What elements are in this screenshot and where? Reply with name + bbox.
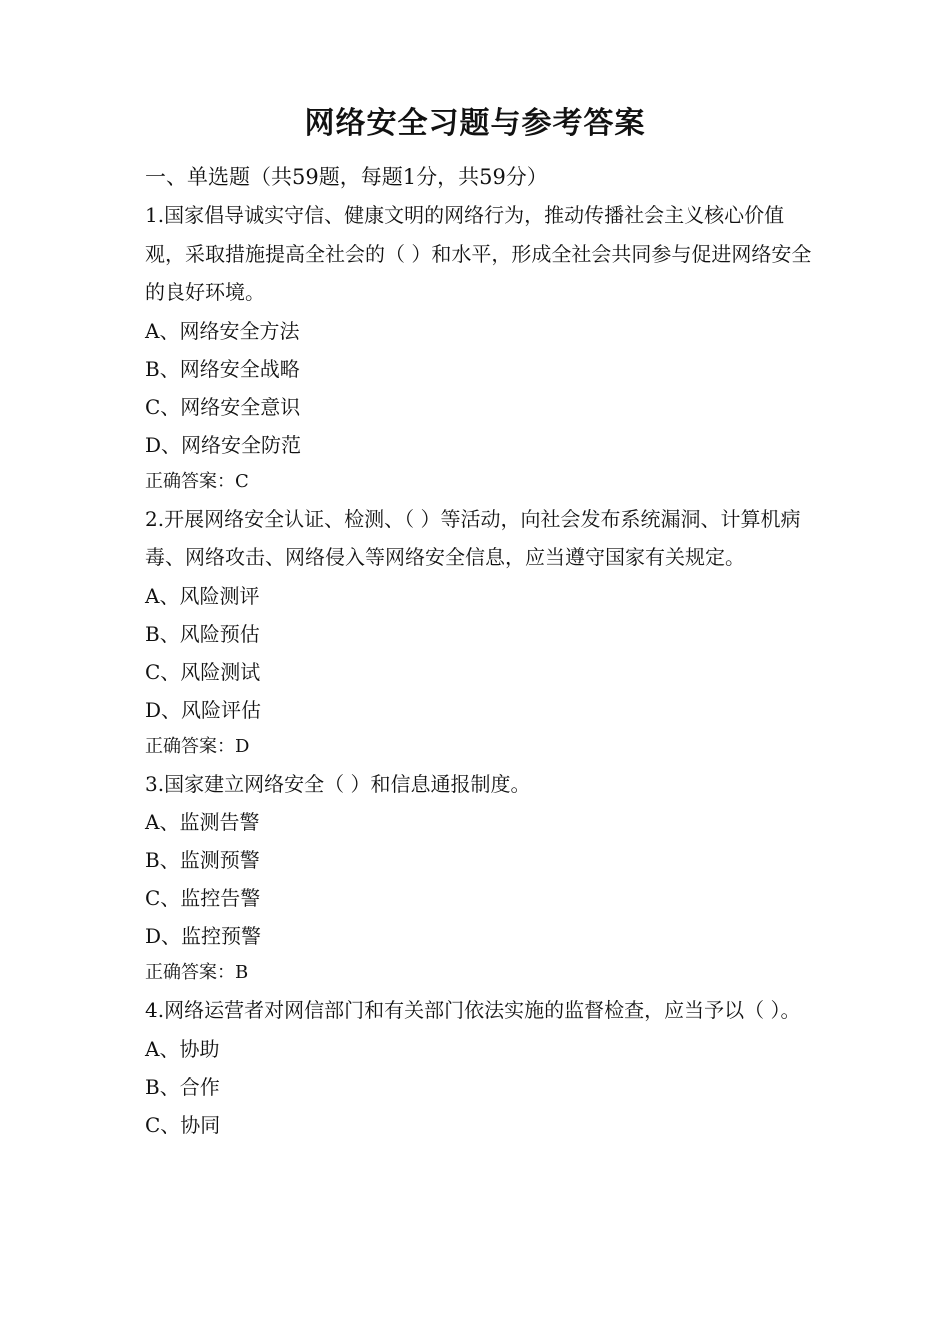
correct-answer: 正确答案：D [145,735,250,757]
question-4 [145,991,815,1144]
document-title: 网络安全习题与参考答案 [304,106,646,141]
question-2 [145,500,815,765]
option-c: C、风险测试 [145,659,261,684]
question-stem: 1.国家倡导诚实守信、健康文明的网络行为，推动传播社会主义核心价值观，采取措施提高全社会的（ ）和水平，形成全社会共同参与促进网络安全的良好环境。 [145,203,812,304]
section-heading: 一、单选题（共59题，每题1分，共59分） [145,165,548,189]
option-b: B、监测预警 [145,848,260,872]
option-d: D、监控预警 [145,924,262,948]
option-a: A、协助 [145,1036,220,1061]
question-stem: 4.网络运营者对网信部门和有关部门依法实施的监督检查，应当予以（ ）。 [145,998,801,1022]
option-b: B、网络安全战略 [145,356,300,381]
question-1 [145,196,815,500]
option-a: A、网络安全方法 [145,318,300,343]
option-b: B、风险预估 [145,621,260,646]
option-d: D、网络安全防范 [145,432,302,457]
question-stem: 2.开展网络安全认证、检测、（ ）等活动，向社会发布系统漏洞、计算机病毒、网络攻击、网络侵入等网络安全信息，应当遵守国家有关规定。 [145,506,801,569]
question-3 [145,765,815,992]
option-c: C、监控告警 [145,886,261,910]
option-c: C、协同 [145,1112,221,1137]
question-stem: 3.国家建立网络安全（ ）和信息通报制度。 [145,771,531,796]
correct-answer: 正确答案：B [145,962,249,983]
option-d: D、风险评估 [145,697,262,722]
option-a: A、风险测评 [145,583,260,608]
correct-answer: 正确答案：C [145,470,249,492]
document-content [145,158,815,1144]
option-b: B、合作 [145,1074,220,1099]
option-a: A、监测告警 [145,810,260,834]
option-c: C、网络安全意识 [145,394,301,419]
